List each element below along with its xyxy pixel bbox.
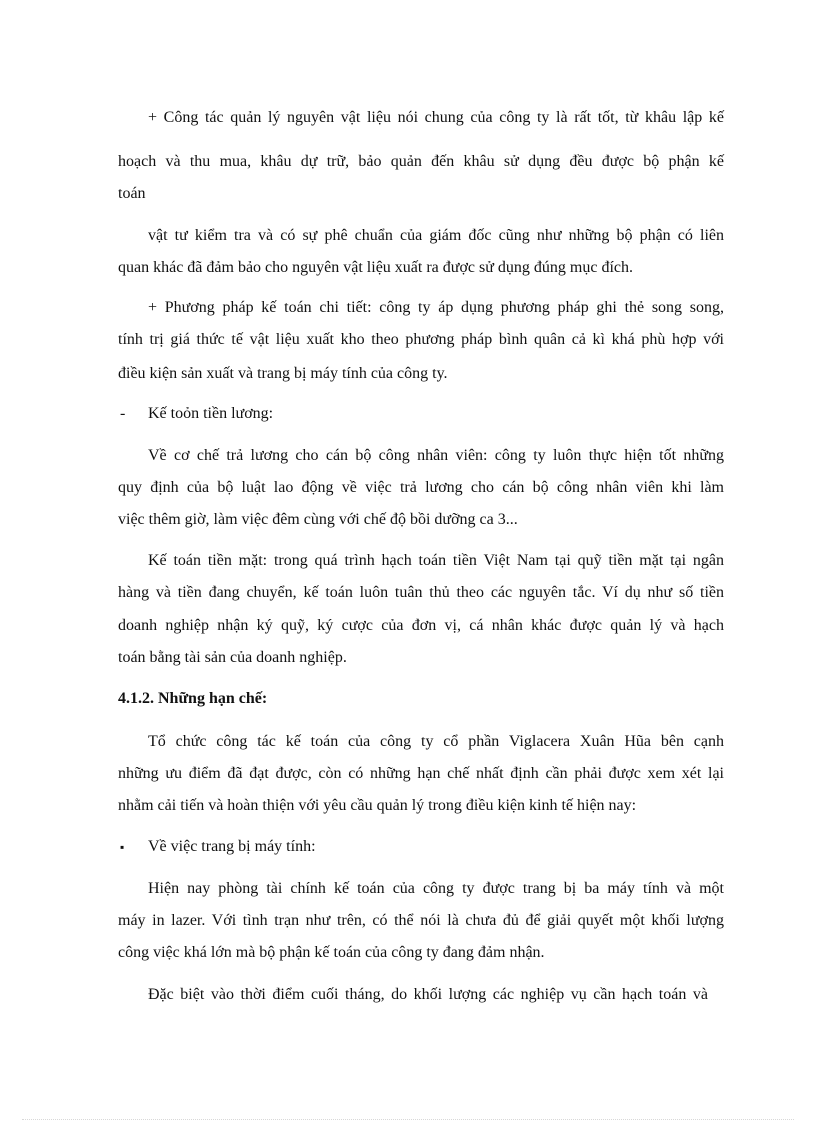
p4-line3: việc thêm giờ, làm việc đêm cùng với chế độ bồi dưỡng ca 3... bbox=[118, 511, 518, 528]
p6-line2: những ưu điểm đã đạt được, còn có những hạn chế nhất định cần phải được xem xét lại bbox=[118, 765, 724, 782]
p2-line1: vật tư kiểm tra và có sự phê chuẩn của giám đốc cũng như những bộ phận có liên bbox=[148, 227, 724, 244]
p8-line1: Đặc biệt vào thời điểm cuối tháng, do khối lượng các nghiệp vụ cần hạch toán và bbox=[148, 986, 708, 1003]
p2-line2: quan khác đã đảm bảo cho nguyên vật liệu xuất ra được sử dụng đúng mục đích. bbox=[118, 259, 633, 276]
p7-line3: công việc khá lớn mà bộ phận kế toán của công ty đang đảm nhận. bbox=[118, 944, 545, 961]
p4-line2: quy định của bộ luật lao động về việc trả lương cho cán bộ công nhân viên khi làm bbox=[118, 479, 724, 496]
p3-line2: tính trị giá thức tế vật liệu xuất kho theo phương pháp bình quân cả kì khá phù hợp với bbox=[118, 331, 724, 348]
p6-line3: nhằm cải tiến và hoàn thiện với yêu cầu quản lý trong điều kiện kinh tế hiện nay: bbox=[118, 797, 637, 814]
p1-line1: + Công tác quản lý nguyên vật liệu nói chung của công ty là rất tốt, từ khâu lập kế bbox=[148, 109, 724, 126]
p6-line1: Tổ chức công tác kế toán của công ty cổ phần Viglacera Xuân Hũa bên cạnh bbox=[148, 733, 724, 750]
p1-line2: hoạch và thu mua, khâu dự trữ, bảo quản đến khâu sử dụng đều được bộ phận kế bbox=[118, 153, 724, 170]
p5-line2: hàng và tiền đang chuyển, kế toán luôn tuân thủ theo các nguyên tắc. Ví dụ như số tiền bbox=[118, 584, 724, 601]
dash-marker: - bbox=[120, 405, 126, 422]
section-heading: 4.1.2. Những hạn chế: bbox=[118, 690, 268, 707]
p3-line3: điều kiện sản xuất và trang bị máy tính của công ty. bbox=[118, 365, 448, 382]
p7-line1: Hiện nay phòng tài chính kế toán của công ty được trang bị ba máy tính và một bbox=[148, 880, 724, 897]
page-bottom-rule bbox=[22, 1119, 794, 1120]
bullet-item-text: Về việc trang bị máy tính: bbox=[148, 838, 316, 855]
p5-line3: doanh nghiệp nhận ký quỹ, ký cược của đơn vị, cá nhân khác được quản lý và hạch bbox=[118, 617, 724, 634]
p4-line1: Về cơ chế trả lương cho cán bộ công nhân viên: công ty luôn thực hiện tốt những bbox=[148, 447, 724, 464]
p1-line3: toán bbox=[118, 185, 146, 202]
bullet-marker: ▪ bbox=[120, 840, 125, 854]
p5-line1: Kế toán tiền mặt: trong quá trình hạch toán tiền Việt Nam tại quỹ tiền mặt tại ngân bbox=[148, 552, 724, 569]
p3-line1: + Phương pháp kế toán chi tiết: công ty áp dụng phương pháp ghi thẻ song song, bbox=[148, 299, 724, 316]
p5-line4: toán bằng tài sản của doanh nghiệp. bbox=[118, 649, 347, 666]
dash-item-text: Kế toỏn tiền lương: bbox=[148, 405, 274, 422]
p7-line2: máy in lazer. Với tình trạn như trên, có thể nói là chưa đủ để giải quyết một khối lượng bbox=[118, 912, 724, 929]
